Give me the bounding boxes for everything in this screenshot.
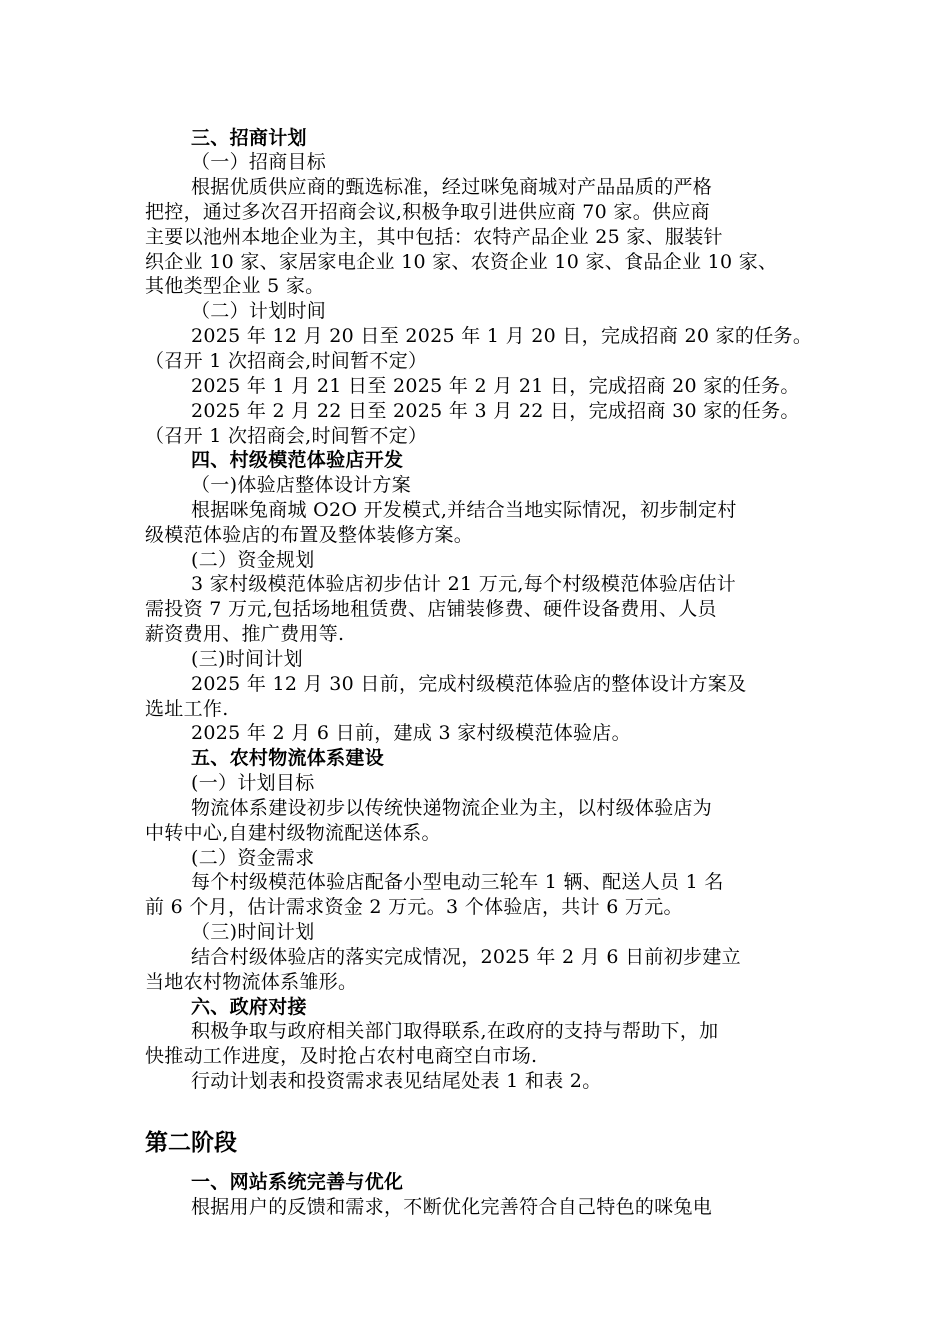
paragraph-line: 2025 年 12 月 20 日至 2025 年 1 月 20 日，完成招商 20 家的任务。 xyxy=(191,325,813,347)
section-heading-4: 四、村级模范体验店开发 xyxy=(191,449,404,471)
section-heading-5: 五、农村物流体系建设 xyxy=(191,747,385,769)
paragraph-line: （召开 1 次招商会,时间暂不定） xyxy=(145,425,428,447)
subheading: （一）招商目标 xyxy=(191,151,327,173)
paragraph-line: （召开 1 次招商会,时间暂不定） xyxy=(145,350,428,372)
paragraph-line: 中转中心,自建村级物流配送体系。 xyxy=(145,822,441,844)
paragraph-line: 当地农村物流体系雏形。 xyxy=(145,971,358,993)
paragraph-line: 根据优质供应商的甄选标准，经过咪兔商城对产品品质的严格 xyxy=(191,176,713,198)
paragraph-line: 2025 年 2 月 22 日至 2025 年 3 月 22 日，完成招商 30 家的任务。 xyxy=(191,400,800,422)
subheading: （三)时间计划 xyxy=(191,921,315,943)
paragraph-line: 选址工作. xyxy=(145,698,229,720)
stage-title: 第二阶段 xyxy=(145,1129,237,1156)
paragraph-line: 行动计划表和投资需求表见结尾处表 1 和表 2。 xyxy=(191,1070,602,1092)
section-heading-6: 六、政府对接 xyxy=(191,996,307,1018)
subheading: (一）计划目标 xyxy=(191,772,315,794)
paragraph-line: 根据咪兔商城 O2O 开发模式,并结合当地实际情况，初步制定村 xyxy=(191,499,737,521)
paragraph-line: 其他类型企业 5 家。 xyxy=(145,275,325,297)
paragraph-line: 积极争取与政府相关部门取得联系,在政府的支持与帮助下，加 xyxy=(191,1020,719,1042)
paragraph-line: 织企业 10 家、家居家电企业 10 家、农资企业 10 家、食品企业 10 家、 xyxy=(145,251,778,273)
subheading: (二）资金需求 xyxy=(191,847,315,869)
paragraph-line: 前 6 个月，估计需求资金 2 万元。3 个体验店，共计 6 万元。 xyxy=(145,896,683,918)
paragraph-line: 快推动工作进度，及时抢占农村电商空白市场. xyxy=(145,1045,538,1067)
paragraph-line: 3 家村级模范体验店初步估计 21 万元,每个村级模范体验店估计 xyxy=(191,573,737,595)
paragraph-line: 2025 年 2 月 6 日前，建成 3 家村级模范体验店。 xyxy=(191,722,631,744)
paragraph-line: 2025 年 1 月 21 日至 2025 年 2 月 21 日，完成招商 20 家的任务。 xyxy=(191,375,800,397)
paragraph-line: 主要以池州本地企业为主，其中包括：农特产品企业 25 家、服装针 xyxy=(145,226,723,248)
subheading: （二）计划时间 xyxy=(191,300,327,322)
stage2-section-heading-1: 一、网站系统完善与优化 xyxy=(191,1171,404,1193)
paragraph-line: 2025 年 12 月 30 日前，完成村级模范体验店的整体设计方案及 xyxy=(191,673,747,695)
paragraph-line: 物流体系建设初步以传统快递物流企业为主，以村级体验店为 xyxy=(191,797,713,819)
subheading: (二）资金规划 xyxy=(191,549,315,571)
section-heading-3: 三、招商计划 xyxy=(191,127,307,149)
paragraph-line: 把控，通过多次召开招商会议,积极争取引进供应商 70 家。供应商 xyxy=(145,201,710,223)
paragraph-line: 结合村级体验店的落实完成情况，2025 年 2 月 6 日前初步建立 xyxy=(191,946,741,968)
paragraph-line: 级模范体验店的布置及整体装修方案。 xyxy=(145,524,474,546)
paragraph-line: 每个村级模范体验店配备小型电动三轮车 1 辆、配送人员 1 名 xyxy=(191,871,724,893)
paragraph-line: 薪资费用、推广费用等. xyxy=(145,623,345,645)
paragraph-line: 根据用户的反馈和需求，不断优化完善符合自己特色的咪兔电 xyxy=(191,1196,713,1218)
subheading: (三)时间计划 xyxy=(191,648,303,670)
subheading: （一)体验店整体设计方案 xyxy=(191,474,412,496)
paragraph-line: 需投资 7 万元,包括场地租赁费、店铺装修费、硬件设备费用、人员 xyxy=(145,598,717,620)
